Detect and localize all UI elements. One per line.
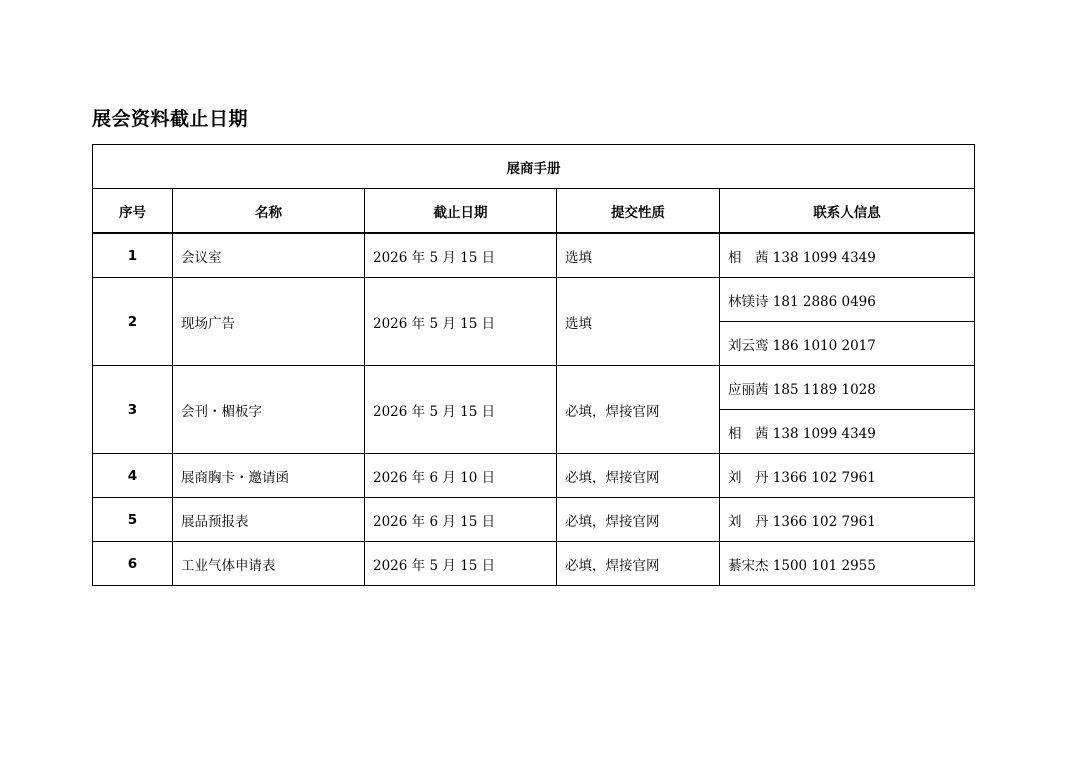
contact-info: 刘 丹 1366 102 7961 xyxy=(720,454,975,498)
item-name: 展商胸卡・邀请函 xyxy=(173,454,365,498)
item-name: 会刊・楣板字 xyxy=(173,366,365,454)
table-row xyxy=(93,454,975,498)
column-header-name: 名称 xyxy=(173,189,365,234)
column-header-deadline: 截止日期 xyxy=(365,189,557,234)
item-name: 工业气体申请表 xyxy=(173,542,365,586)
submission-nature: 必填，焊接官网 xyxy=(557,498,720,542)
deadline-table xyxy=(92,144,975,586)
page-title: 展会资料截止日期 xyxy=(92,108,249,130)
row-number: 1 xyxy=(93,233,173,278)
deadline-date: 2026 年 6 月 15 日 xyxy=(365,498,557,542)
contact-info: 相 茜 138 1099 4349 xyxy=(720,233,975,278)
row-number: 3 xyxy=(93,366,173,454)
deadline-date: 2026 年 6 月 10 日 xyxy=(365,454,557,498)
column-header-no: 序号 xyxy=(93,189,173,234)
table-caption: 展商手册 xyxy=(93,145,975,189)
item-name: 会议室 xyxy=(173,233,365,278)
deadline-date: 2026 年 5 月 15 日 xyxy=(365,278,557,366)
contact-info: 刘云鸾 186 1010 2017 xyxy=(720,322,975,366)
row-number: 2 xyxy=(93,278,173,366)
contact-info: 林镁诗 181 2886 0496 xyxy=(720,278,975,322)
deadline-date: 2026 年 5 月 15 日 xyxy=(365,233,557,278)
submission-nature: 选填 xyxy=(557,278,720,366)
table-header-row xyxy=(93,189,975,234)
table-row xyxy=(93,498,975,542)
table-row xyxy=(93,366,975,410)
submission-nature: 选填 xyxy=(557,233,720,278)
contact-info: 相 茜 138 1099 4349 xyxy=(720,410,975,454)
row-number: 5 xyxy=(93,498,173,542)
submission-nature: 必填，焊接官网 xyxy=(557,454,720,498)
table-row xyxy=(93,233,975,278)
table-row xyxy=(93,278,975,322)
submission-nature: 必填，焊接官网 xyxy=(557,542,720,586)
deadline-date: 2026 年 5 月 15 日 xyxy=(365,542,557,586)
row-number: 4 xyxy=(93,454,173,498)
table-row xyxy=(93,542,975,586)
column-header-nature: 提交性质 xyxy=(557,189,720,234)
row-number: 6 xyxy=(93,542,173,586)
item-name: 现场广告 xyxy=(173,278,365,366)
table-caption-row xyxy=(93,145,975,189)
contact-info: 刘 丹 1366 102 7961 xyxy=(720,498,975,542)
contact-info: 应丽茜 185 1189 1028 xyxy=(720,366,975,410)
submission-nature: 必填，焊接官网 xyxy=(557,366,720,454)
deadline-date: 2026 年 5 月 15 日 xyxy=(365,366,557,454)
column-header-contact: 联系人信息 xyxy=(720,189,975,234)
contact-info: 綦宋杰 1500 101 2955 xyxy=(720,542,975,586)
item-name: 展品预报表 xyxy=(173,498,365,542)
